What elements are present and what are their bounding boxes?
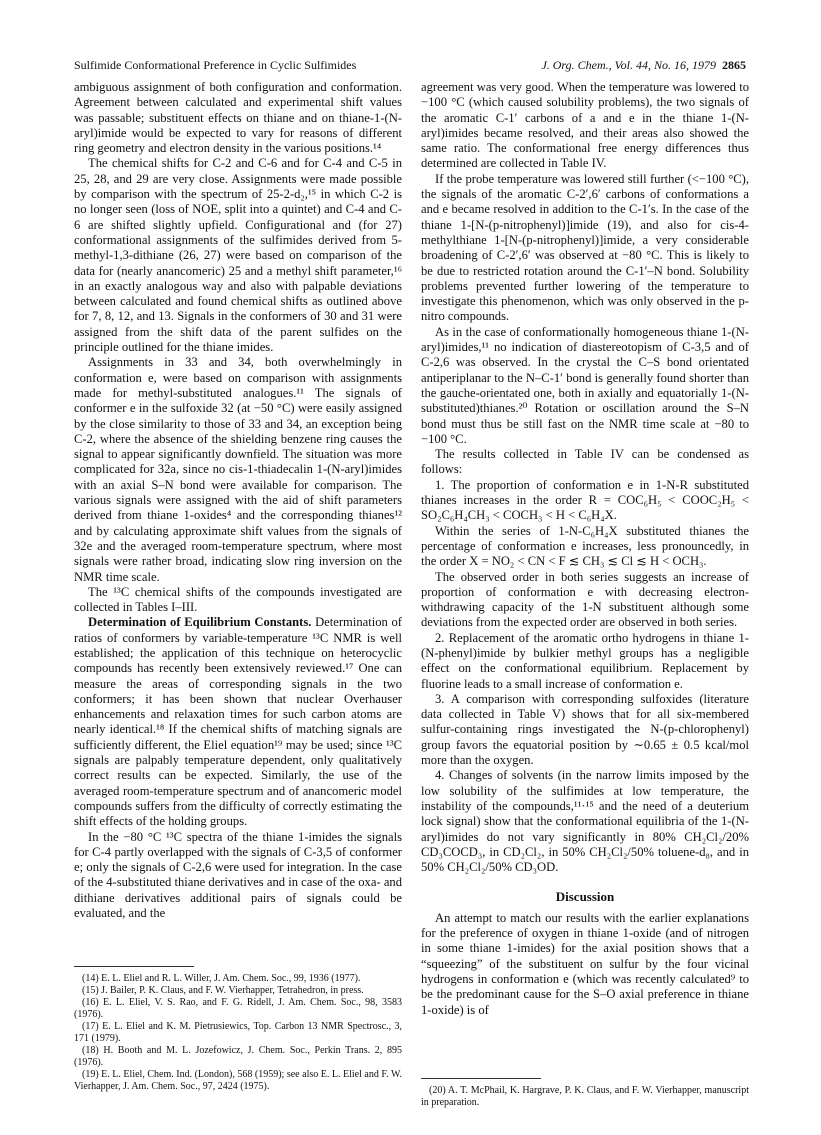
footnote-rule <box>421 1078 541 1079</box>
footnote: (16) E. L. Eliel, V. S. Rao, and F. G. Ridell, J. Am. Chem. Soc., 98, 3583 (1976). <box>74 997 402 1020</box>
paragraph: The observed order in both series suggests an increase of proportion of conformation e with decreasing electron-withdrawing capacity of the 1-N substituent although some deviations from the expected order are observed in both series. <box>421 569 749 630</box>
paragraph: agreement was very good. When the temperature was lowered to −100 °C (which caused solubility problems), the two signals of the aromatic C-1′ carbons of a and e in the thiane 1-(N-aryl)imides became resolved, and their areas also showed the same ratio. The conformational free energy differences thus determined are collected in Table IV. <box>421 80 749 171</box>
page-number: 2865 <box>722 58 746 72</box>
footnote: (15) J. Bailer, P. K. Claus, and F. W. Vierhapper, Tetrahedron, in press. <box>82 985 364 996</box>
paragraph: The ¹³C chemical shifts of the compounds investigated are collected in Tables I–III. <box>74 584 402 615</box>
footnote: (19) E. L. Eliel, Chem. Ind. (London), 568 (1959); see also E. L. Eliel and F. W. Vierhapper, J. Am. Chem. Soc., 97, 2424 (1975). <box>74 1069 402 1092</box>
footnotes-right <box>421 1078 749 1109</box>
paragraph: In the −80 °C ¹³C spectra of the thiane 1-imides the signals for C-4 partly overlapped with the signals of C-3,5 of conformer e; only the signals of C-2,6 were used for integration. In the case of the 4-substituted thiane derivatives and in case of the oxa- and dithiane derivatives additional pairs of signals could be evaluated, and the <box>74 829 402 921</box>
footnote: (17) E. L. Eliel and K. M. Pietrusiewics, Top. Carbon 13 NMR Spectrosc., 3, 171 (1979). <box>74 1021 402 1044</box>
section-heading: Discussion <box>555 889 615 905</box>
paragraph: The chemical shifts for C-2 and C-6 and for C-4 and C-5 in 25, 28, and 29 are very close. Assignments were made possible by comparison with the spectrum of 25-2-d₂,¹⁵ in which C-2 is no longer seen (loss of NOE, split into a quintet) and C-4 and C-6 are shifted slightly upfield. Configurational and (for 27) conformational assignments of the sulfimides derived from 5-methyl-1,3-dithiane (26, 27) were based on comparison of the data for (nearly anancomeric) 25 and a methyl shift parameter,¹⁶ in an exactly analogous way and also with palpable deviations between calculated and found chemical shifts as outlined above for 7, 8, 12, and 13. Signals in the conformers of 30 and 31 were assigned from the shift data of the parent sulfides on the principle outlined for the thiane imides. <box>74 156 402 355</box>
list-item: 1. The proportion of conformation e in 1-N-R substituted thianes increases in the order R = COC₆H₅ < COOC₂H₅ < SO₂C₆H₄CH₃ < COCH₃ < H < C₆H₄X. <box>421 477 749 523</box>
paragraph: An attempt to match our results with the earlier explanations for the preference of oxygen in thiane 1-oxide (and of nitrogen in some thiane 1-imides) for the axial position shows that a “squeezing” of the substituent on sulfur by the four vicinal hydrogens in conformation e (which was recently calculated⁹ to be the predominant cause for the S–O axial preference in thiane 1-oxide) is of <box>421 910 749 1017</box>
footnote-rule <box>74 966 194 967</box>
paragraph <box>74 615 402 829</box>
paragraph: If the probe temperature was lowered still further (<−100 °C), the signals of the aromatic C-2′,6′ carbons of conformations a and e became resolved in addition to the C-1′s. In the case of the thiane 1-[N-(p-nitrophenyl)]imide (19), and also for cis-4-methylthiane 1-[N-(p-nitrophenyl)]imide, a very considerable broadening of C-2′,6′ was observed at −80 °C. This is likely to be due to restricted rotation around the C-1′–N bond. Solubility problems prevented further lowering of the temperature to investigate this phenomenon, which was only observed in the p-nitro compounds. <box>421 171 749 324</box>
paragraph: Within the series of 1-N-C₆H₄X substituted thianes the percentage of conformation e increases, less pronouncedly, in the order X = NO₂ < CN < F ≲ CH₃ ≲ Cl ≲ H < OCH₃. <box>421 523 749 569</box>
list-item: 4. Changes of solvents (in the narrow limits imposed by the low solubility of the sulfimides at low temperature, the instability of the compounds,¹¹·¹⁵ and the need of a deuterium lock signal) show that the conformational equilibria of the 1-(N-aryl)imides do not vary significantly in 80% CH₂Cl₂/20% CD₃COCD₃, in CD₂Cl₂, in 50% CH₂Cl₂/50% toluene-d₈, and in 50% CH₂Cl₂/50% CD₃OD. <box>421 768 749 875</box>
footnote: (20) A. T. McPhail, K. Hargrave, P. K. Claus, and F. W. Vierhapper, manuscript in preparation. <box>421 1085 749 1108</box>
header-title: Sulfimide Conformational Preference in Cyclic Sulfimides <box>74 58 357 72</box>
paragraph-text: Determination of ratios of conformers by variable-temperature ¹³C NMR is well established; the application of this technique on heterocyclic compounds has recently been extensively reviewed.¹⁷ One can measure the areas of corresponding signals in the two conformers; it has been shown that nuclear Overhauser enhancements and relaxation times for such carbon atoms are nearly identical.¹⁸ If the chemical shifts of matching signals are sufficiently different, the Eliel equation¹⁹ may be used; since ¹³C signals are palpably temperature dependent, only qualitatively correct results can be expected. Similarly, the use of the averaged room-temperature spectrum and of anancomeric model compounds suffers from the difficulty of correctly estimating the shift effects of the holding groups. <box>74 615 402 829</box>
running-header <box>74 57 746 73</box>
paragraph: The results collected in Table IV can be condensed as follows: <box>421 447 749 477</box>
list-item: 2. Replacement of the aromatic ortho hydrogens in thiane 1-(N-phenyl)imide by bulkier methyl groups has a negligible effect on the conformational equilibrium. Replacement by fluorine leads to a small increase of conformation e. <box>421 630 749 691</box>
footnotes-left <box>74 966 402 1093</box>
right-column <box>421 80 749 1018</box>
left-column <box>74 80 402 921</box>
paragraph: Assignments in 33 and 34, both overwhelmingly in conformation e, were based on comparison with assignments made for methyl-substituted analogues.¹¹ The signals of conformer e in the sulfoxide 32 (at −50 °C) were easily assigned by the close similarity to those of 33 and 34, an exception being C-2, where the absence of the shielding benzene ring causes the signal to appear significantly downfield. The situation was more complicated for 32a, since no cis-1-thiadecalin 1-(N-aryl)imides with an axial S–N bond were available for comparison. The various signals were assigned with the aid of shift parameters derived from thiane 1-oxides⁴ and the corresponding thianes¹² and by calculating approximate shift values from the signals of 32e and the averaged room-temperature spectrum, where most signals were rather broad, indicating slow ring inversion on the NMR time scale. <box>74 355 402 584</box>
footnote: (14) E. L. Eliel and R. L. Willer, J. Am. Chem. Soc., 99, 1936 (1977). <box>82 973 361 984</box>
header-citation <box>541 57 746 73</box>
list-item: 3. A comparison with corresponding sulfoxides (literature data collected in Table V) shows that for all six-membered sulfur-containing rings investigated the N-(p-chlorophenyl) group favors the equatorial position by ∼0.65 ± 0.5 kcal/mol more than the oxygen. <box>421 691 749 768</box>
run-in-heading: Determination of Equilibrium Constants. <box>88 615 312 630</box>
paragraph: ambiguous assignment of both configuration and conformation. Agreement between calculated and experimental shift values was passable; substituent effects on thiane and on thiane-1-(N-aryl)imide would be expected to vary for reasons of different ring geometry and electron density in the various positions.¹⁴ <box>74 80 402 156</box>
journal-citation: J. Org. Chem., Vol. 44, No. 16, 1979 <box>541 58 716 72</box>
footnote: (18) H. Booth and M. L. Jozefowicz, J. Chem. Soc., Perkin Trans. 2, 895 (1976). <box>74 1045 402 1068</box>
paragraph: As in the case of conformationally homogeneous thiane 1-(N-aryl)imides,¹¹ no indication of diastereotopism of C-3,5 and of C-2,6 was observed. In the crystal the C–S bond orientated antiperiplanar to the N–C-1′ bond is generally found shorter than the gauche-orientated one, both in axially and equatorially 1-(N-substituted)thianes.²⁰ Rotation or oscillation around the S–N bond must thus be still fast on the NMR time scale at −80 to −100 °C. <box>421 324 749 446</box>
